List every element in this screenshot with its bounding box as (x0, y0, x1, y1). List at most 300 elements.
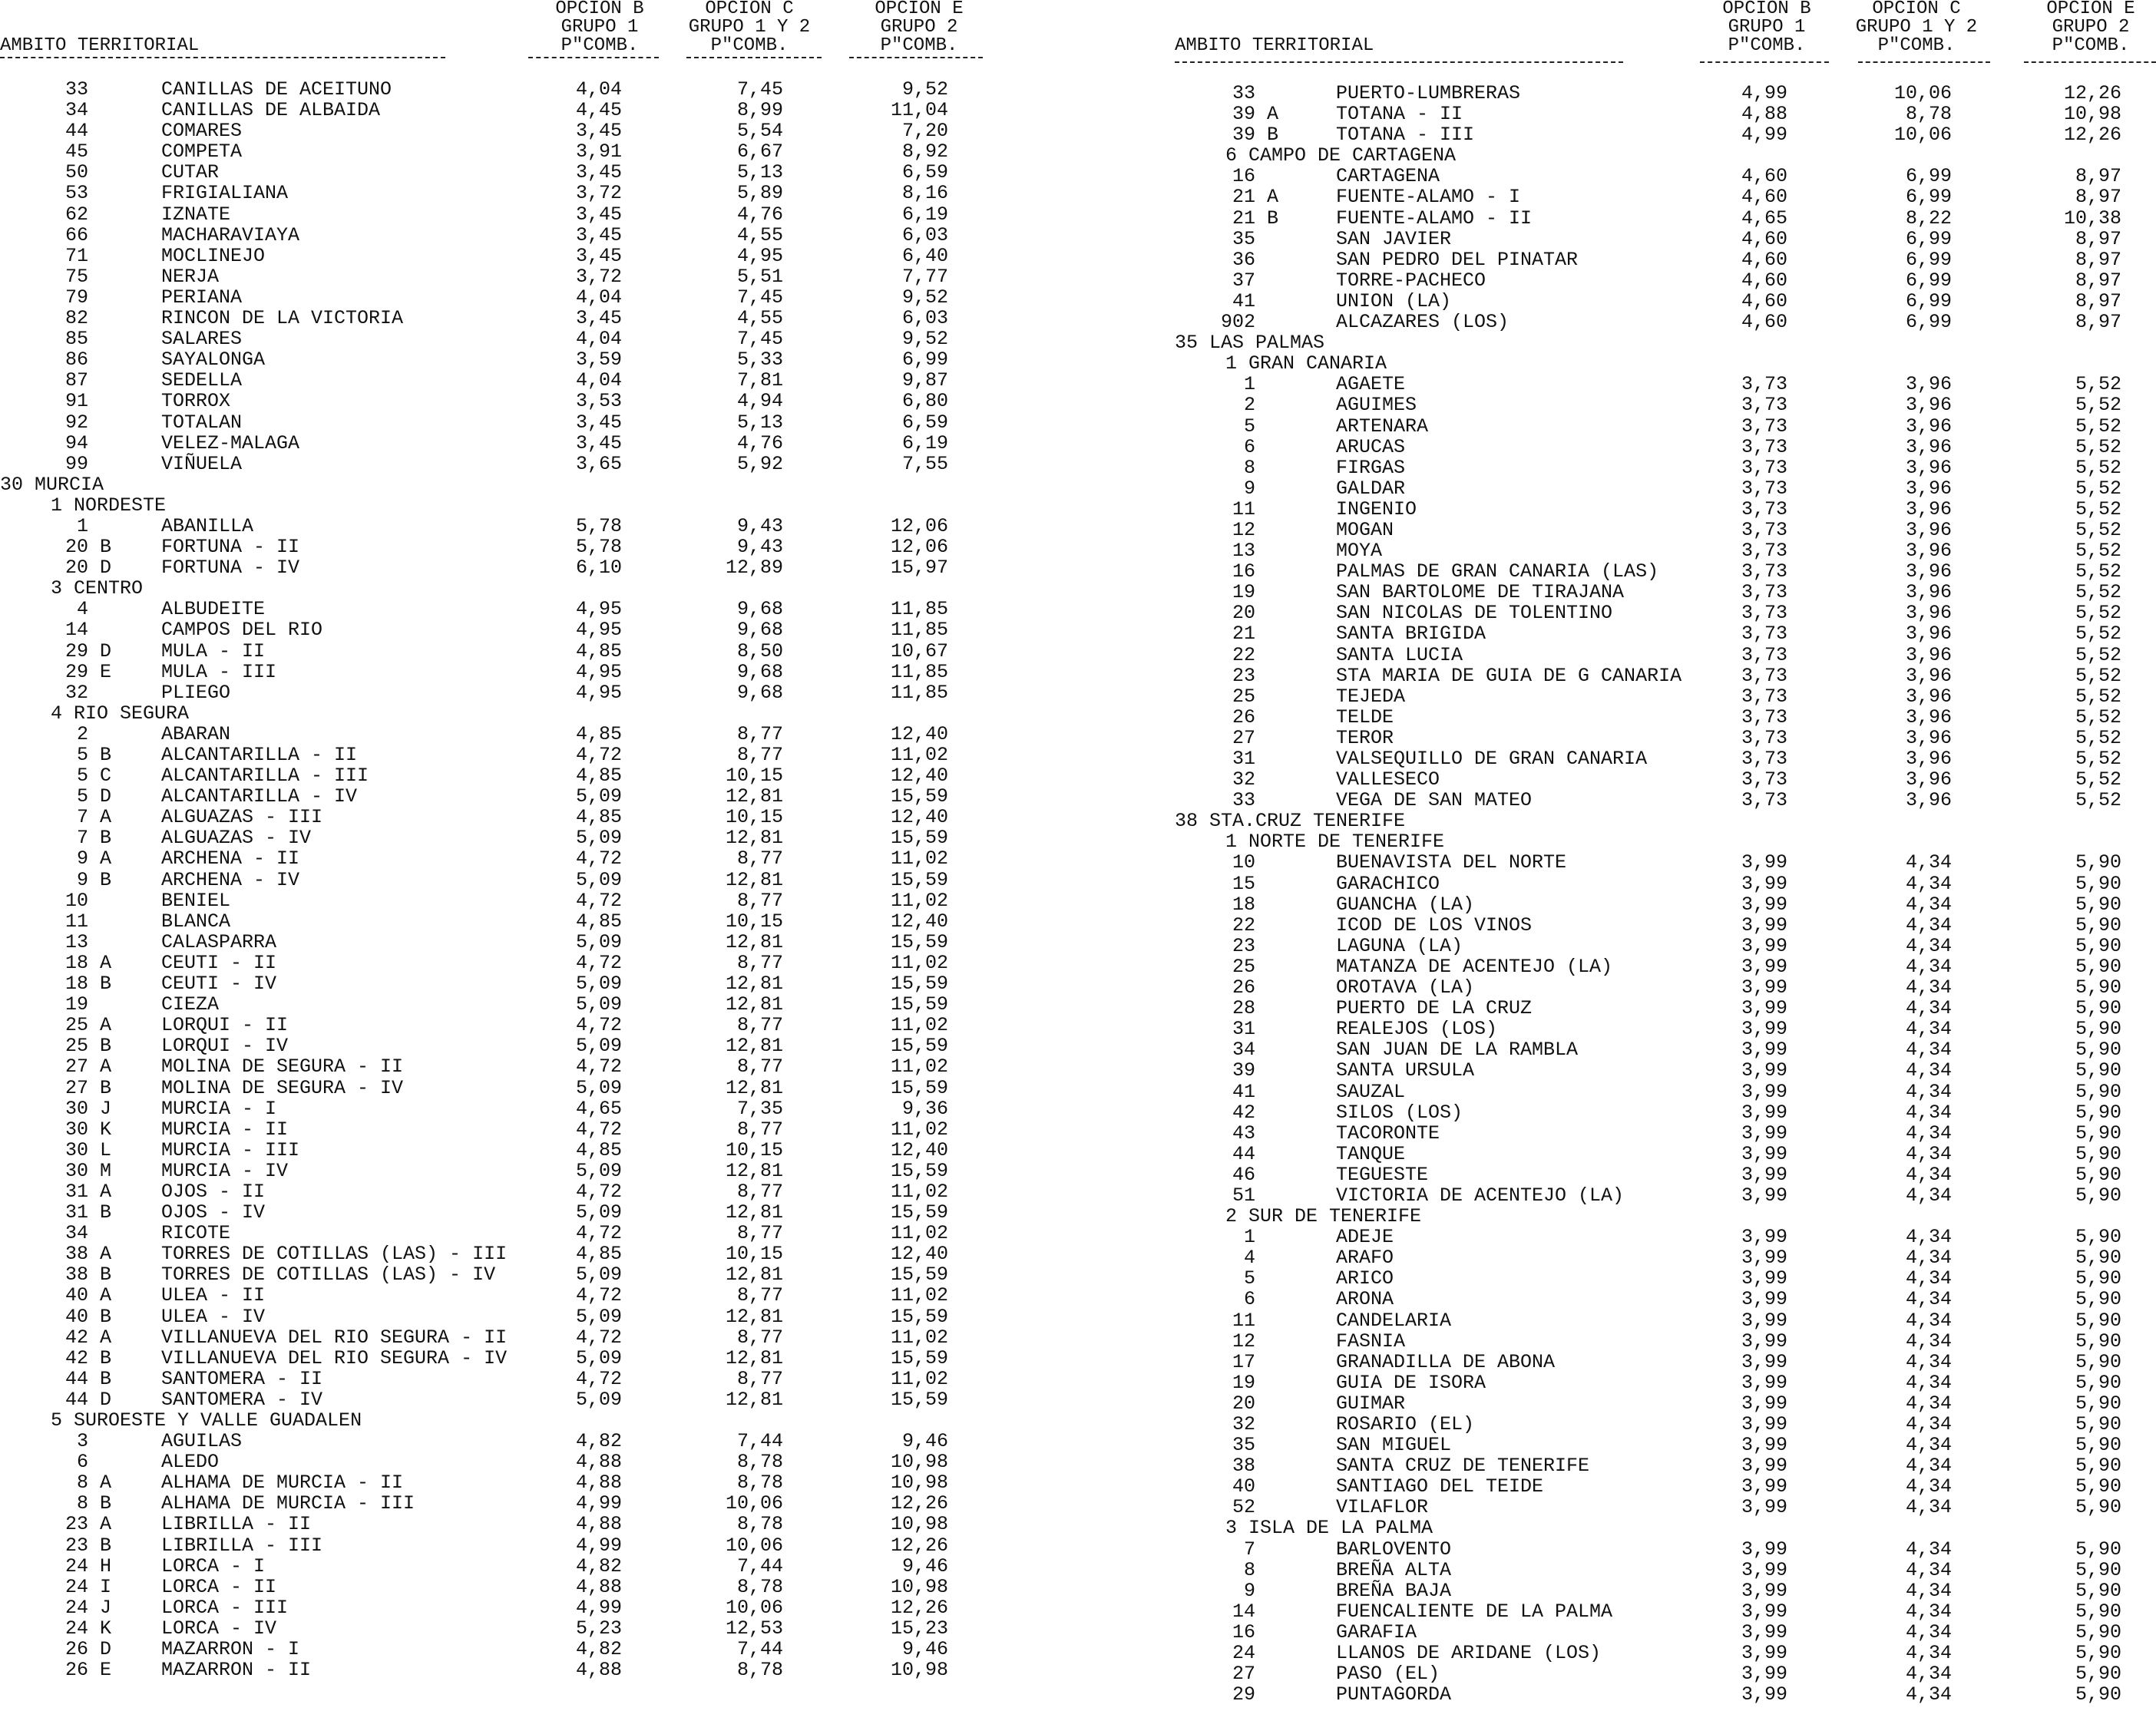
opcion-e-value: 11,02 (890, 951, 948, 974)
table-row (0, 870, 990, 890)
table-row (0, 994, 990, 1015)
municipality-code: 21 A (1221, 186, 1279, 209)
right-column (1175, 0, 2156, 1706)
opcion-e-value: 5,52 (2075, 394, 2121, 417)
opcion-c-value: 4,34 (1905, 1392, 1952, 1415)
opcion-c-value: 4,34 (1905, 1121, 1952, 1145)
opcion-c-value: 8,77 (736, 744, 783, 766)
opcion-e-value: 5,90 (2075, 1663, 2121, 1686)
municipality-code: 79 (54, 286, 89, 309)
opcion-e-value: 6,19 (901, 431, 948, 454)
opcion-b-value: 4,88 (575, 1575, 622, 1598)
municipality-code: 27 (1221, 726, 1256, 749)
table-row (0, 745, 990, 765)
table-row (1175, 1060, 2156, 1081)
opcion-b-value: 4,72 (575, 1284, 622, 1307)
opcion-b-value: 4,85 (575, 639, 622, 662)
opcion-b-value: 3,73 (1741, 726, 1787, 749)
table-row (0, 1493, 990, 1514)
opcion-e-value: 11,85 (890, 619, 948, 642)
municipality-name: ARAFO (1336, 1247, 1394, 1270)
opcion-b-value: 4,60 (1741, 269, 1787, 292)
opcion-c-value: 4,76 (736, 203, 783, 226)
opcion-e-value: 5,52 (2075, 581, 2121, 604)
opcion-e-value: 5,90 (2075, 1371, 2121, 1394)
region-heading (1175, 145, 2156, 166)
opcion-e-value: 8,97 (2075, 269, 2121, 292)
opcion-e-value: 11,02 (890, 1284, 948, 1307)
opcion-e-value: 6,80 (901, 390, 948, 413)
municipality-name: BLANCA (161, 910, 231, 933)
municipality-name: VICTORIA DE ACENTEJO (LA) (1336, 1184, 1625, 1207)
opcion-c-value: 4,34 (1905, 1039, 1952, 1062)
municipality-code: 5 D (54, 785, 112, 808)
opcion-e-value: 12,26 (890, 1492, 948, 1515)
opcion-e-value: 8,97 (2075, 248, 2121, 271)
municipality-name: AGAETE (1336, 373, 1406, 396)
municipality-name: MULA - III (161, 660, 277, 683)
opcion-c-value: 9,43 (736, 536, 783, 559)
municipality-code: 9 (1221, 1579, 1256, 1602)
opcion-e-value: 5,90 (2075, 1350, 2121, 1373)
opcion-c-value: 10,15 (725, 1138, 783, 1161)
opcion-e-value: 12,26 (2063, 124, 2121, 147)
table-row (1175, 291, 2156, 312)
opcion-c-value: 10,15 (725, 910, 783, 933)
opcion-e-value: 11,02 (890, 744, 948, 766)
opcion-c-value: 4,34 (1905, 1018, 1952, 1041)
opcion-c-value: 4,34 (1905, 1309, 1952, 1332)
municipality-code: 14 (1221, 1600, 1256, 1623)
opcion-b-value: 3,91 (575, 140, 622, 164)
municipality-code: 16 (1221, 165, 1256, 188)
municipality-code: 71 (54, 244, 89, 267)
opcion-e-value: 12,40 (890, 1138, 948, 1161)
opcion-c-value: 5,89 (736, 182, 783, 205)
opcion-c-value: 4,34 (1905, 1080, 1952, 1103)
opcion-e-value: 5,90 (2075, 1620, 2121, 1643)
table-row (0, 246, 990, 266)
municipality-name: ALBUDEITE (161, 598, 266, 621)
opcion-e-value: 9,46 (901, 1554, 948, 1577)
opcion-c-value: 12,81 (725, 1305, 783, 1328)
opcion-e-value: 8,16 (901, 182, 948, 205)
opcion-e-value: 5,90 (2075, 851, 2121, 874)
table-row (1175, 374, 2156, 395)
opcion-e-value: 15,59 (890, 1035, 948, 1058)
region-heading (1175, 1206, 2156, 1227)
municipality-code: 7 B (54, 827, 112, 850)
opcion-c-value: 6,99 (1905, 311, 1952, 334)
municipality-code: 33 (1221, 82, 1256, 104)
opcion-e-value: 5,90 (2075, 1455, 2121, 1478)
header-rule (1175, 61, 1623, 63)
municipality-name: GARAFIA (1336, 1620, 1417, 1643)
opcion-c-value: 8,50 (736, 639, 783, 662)
opcion-c-value: 4,34 (1905, 1059, 1952, 1082)
municipality-name: FORTUNA - II (161, 536, 300, 559)
table-row (1175, 728, 2156, 748)
opcion-e-value: 6,59 (901, 161, 948, 184)
municipality-name: CEUTI - II (161, 951, 277, 974)
table-row (1175, 395, 2156, 415)
opcion-b-value: 5,09 (575, 973, 622, 996)
municipality-name: MOGAN (1336, 518, 1394, 541)
opcion-e-value: 5,90 (2075, 1018, 2121, 1041)
table-row (0, 1514, 990, 1534)
municipality-code: 1 (1221, 1226, 1256, 1249)
opcion-e-value: 5,52 (2075, 560, 2121, 583)
opcion-e-value: 5,90 (2075, 1642, 2121, 1665)
province-name: 30 MURCIA (0, 473, 104, 496)
municipality-name: FUENTE-ALAMO - I (1336, 186, 1521, 209)
opcion-b-value: 3,99 (1741, 1579, 1787, 1602)
table-row (0, 911, 990, 932)
opcion-c-value: 3,96 (1905, 415, 1952, 438)
opcion-e-value: 15,59 (890, 1346, 948, 1369)
opcion-e-value: 12,26 (890, 1596, 948, 1619)
opcion-c-value: 4,34 (1905, 1142, 1952, 1165)
opcion-e-value: 8,92 (901, 140, 948, 164)
table-row (1175, 1123, 2156, 1144)
opcion-b-value: 4,72 (575, 847, 622, 870)
opcion-e-unit: P"COMB. (2052, 35, 2130, 56)
municipality-code: 42 (1221, 1101, 1256, 1124)
municipality-code: 10 (1221, 851, 1256, 874)
municipality-name: MATANZA DE ACENTEJO (LA) (1336, 955, 1613, 978)
opcion-b-value: 3,99 (1741, 1413, 1787, 1435)
opcion-c-value: 10,06 (725, 1596, 783, 1619)
table-row (1175, 208, 2156, 229)
table-row (0, 1285, 990, 1306)
table-row (0, 1181, 990, 1202)
table-row (1175, 1435, 2156, 1455)
table-row (0, 287, 990, 308)
table-row (1175, 915, 2156, 936)
opcion-b-value: 3,99 (1741, 934, 1787, 957)
municipality-code: 34 (54, 1222, 89, 1245)
opcion-b-value: 3,45 (575, 223, 622, 246)
opcion-e-value: 5,52 (2075, 435, 2121, 458)
opcion-e-value: 12,26 (890, 1534, 948, 1557)
opcion-c-value: 3,96 (1905, 602, 1952, 625)
municipality-name: AGUIMES (1336, 394, 1417, 417)
municipality-code: 91 (54, 390, 89, 413)
opcion-c-value: 3,96 (1905, 623, 1952, 646)
table-row (1175, 1372, 2156, 1393)
municipality-code: 35 (1221, 227, 1256, 250)
table-header (0, 0, 990, 63)
opcion-b-value: 4,82 (575, 1430, 622, 1453)
opcion-b-value: 4,72 (575, 951, 622, 974)
table-row (0, 932, 990, 953)
municipality-code: 25 (1221, 685, 1256, 708)
municipality-code: 5 (1221, 1267, 1256, 1290)
opcion-c-value: 4,34 (1905, 1663, 1952, 1686)
municipality-code: 99 (54, 452, 89, 475)
opcion-e-value: 5,90 (2075, 1039, 2121, 1062)
table-row (0, 266, 990, 287)
municipality-code: 16 (1221, 1620, 1256, 1643)
municipality-code: 66 (54, 223, 89, 246)
table-row (0, 433, 990, 454)
municipality-name: VILLANUEVA DEL RIO SEGURA - IV (161, 1346, 508, 1369)
municipality-name: MOLINA DE SEGURA - II (161, 1055, 404, 1078)
table-row (1175, 1643, 2156, 1663)
municipality-name: ARTENARA (1336, 415, 1429, 438)
opcion-e-value: 5,90 (2075, 1600, 2121, 1623)
table-row (0, 141, 990, 162)
opcion-c-value: 10,15 (725, 765, 783, 788)
municipality-code: 6 (1221, 435, 1256, 458)
municipality-code: 31 (1221, 1018, 1256, 1041)
opcion-c-value: 4,34 (1905, 1371, 1952, 1394)
opcion-c-value: 4,34 (1905, 1475, 1952, 1498)
table-row (0, 1098, 990, 1119)
region-name: 1 NORDESTE (51, 494, 167, 517)
table-row (1175, 520, 2156, 540)
opcion-e-value: 5,90 (2075, 893, 2121, 916)
table-row (0, 537, 990, 557)
municipality-name: VILLANUEVA DEL RIO SEGURA - II (161, 1326, 508, 1349)
opcion-c-value: 4,34 (1905, 872, 1952, 895)
opcion-c-value: 3,96 (1905, 497, 1952, 520)
table-row (1175, 1185, 2156, 1206)
header-rule (1858, 61, 1990, 63)
table-row (1175, 1289, 2156, 1310)
municipality-name: TEROR (1336, 726, 1394, 749)
municipality-code: 19 (54, 993, 89, 1016)
opcion-b-value: 5,23 (575, 1617, 622, 1640)
opcion-e-value: 11,85 (890, 681, 948, 704)
municipality-code: 28 (1221, 997, 1256, 1020)
table-row (1175, 1164, 2156, 1185)
opcion-b-value: 3,99 (1741, 1080, 1787, 1103)
opcion-b-value: 4,99 (1741, 124, 1787, 147)
opcion-e-value: 15,59 (890, 1388, 948, 1411)
opcion-e-title: OPCION E (2046, 0, 2135, 19)
opcion-c-value: 4,34 (1905, 1413, 1952, 1435)
table-row (0, 557, 990, 578)
opcion-e-value: 7,77 (901, 265, 948, 288)
municipality-code: 27 (1221, 1663, 1256, 1686)
municipality-code: 2 (54, 722, 89, 745)
opcion-b-unit: P"COMB. (1728, 35, 1806, 56)
opcion-e-value: 12,40 (890, 722, 948, 745)
municipality-name: ALCANTARILLA - II (161, 744, 358, 766)
municipality-name: MOCLINEJO (161, 244, 266, 267)
opcion-c-value: 7,45 (736, 286, 783, 309)
opcion-b-value: 3,99 (1741, 851, 1787, 874)
municipality-code: 37 (1221, 269, 1256, 292)
opcion-e-value: 5,52 (2075, 415, 2121, 438)
opcion-c-value: 12,81 (725, 1035, 783, 1058)
table-row (1175, 1560, 2156, 1581)
municipality-name: PLIEGO (161, 681, 231, 704)
municipality-name: CANILLAS DE ACEITUNO (161, 78, 392, 101)
opcion-e-value: 10,67 (890, 639, 948, 662)
opcion-b-title: OPCION B (1722, 0, 1811, 19)
opcion-b-title: OPCION B (555, 0, 644, 19)
table-row (0, 1369, 990, 1389)
table-row (1175, 124, 2156, 145)
municipality-code: 26 (1221, 976, 1256, 999)
opcion-c-value: 4,34 (1905, 976, 1952, 999)
opcion-e-value: 5,90 (2075, 1413, 2121, 1435)
municipality-code: 31 (1221, 748, 1256, 770)
municipality-name: FORTUNA - IV (161, 557, 300, 580)
opcion-e-value: 5,90 (2075, 1101, 2121, 1124)
opcion-e-value: 15,59 (890, 868, 948, 891)
opcion-b-value: 4,04 (575, 286, 622, 309)
opcion-c-value: 10,06 (725, 1534, 783, 1557)
opcion-b-value: 4,04 (575, 369, 622, 392)
table-row (1175, 666, 2156, 686)
opcion-c-value: 8,77 (736, 951, 783, 974)
municipality-name: RICOTE (161, 1222, 231, 1245)
municipality-code: 9 (1221, 477, 1256, 500)
table-row (0, 786, 990, 807)
municipality-name: INGENIO (1336, 497, 1417, 520)
municipality-name: SANTA LUCIA (1336, 643, 1463, 666)
opcion-b-value: 3,65 (575, 452, 622, 475)
table-row (1175, 1227, 2156, 1247)
opcion-b-value: 3,73 (1741, 456, 1787, 479)
opcion-e-value: 5,90 (2075, 1579, 2121, 1602)
municipality-code: 7 A (54, 806, 112, 829)
opcion-e-value: 10,98 (890, 1451, 948, 1474)
opcion-b-value: 4,85 (575, 1243, 622, 1266)
municipality-name: ALCANTARILLA - III (161, 765, 369, 788)
table-row (0, 79, 990, 100)
municipality-name: CANILLAS DE ALBAIDA (161, 99, 381, 122)
table-row (0, 1244, 990, 1264)
opcion-e-value: 5,52 (2075, 726, 2121, 749)
municipality-code: 30 K (54, 1118, 112, 1141)
municipality-name: MULA - II (161, 639, 266, 662)
opcion-c-value: 4,34 (1905, 893, 1952, 916)
opcion-c-value: 3,96 (1905, 664, 1952, 687)
municipality-name: TORROX (161, 390, 231, 413)
opcion-b-group: GRUPO 1 (560, 17, 639, 38)
opcion-e-group: GRUPO 2 (2052, 17, 2130, 38)
municipality-name: SANTA BRIGIDA (1336, 623, 1486, 646)
municipality-code: 92 (54, 411, 89, 434)
municipality-code: 23 A (54, 1513, 112, 1536)
opcion-c-value: 8,78 (736, 1513, 783, 1536)
opcion-b-value: 4,65 (1741, 206, 1787, 230)
opcion-c-value: 8,77 (736, 1014, 783, 1037)
opcion-c-value: 4,55 (736, 307, 783, 330)
opcion-b-value: 3,99 (1741, 1663, 1787, 1686)
municipality-name: ALCAZARES (LOS) (1336, 311, 1510, 334)
municipality-code: 12 (1221, 518, 1256, 541)
municipality-code: 13 (54, 930, 89, 953)
opcion-e-value: 11,02 (890, 1367, 948, 1390)
opcion-b-value: 3,99 (1741, 1018, 1787, 1041)
opcion-b-value: 3,73 (1741, 581, 1787, 604)
opcion-b-value: 3,99 (1741, 1475, 1787, 1498)
municipality-name: LORCA - III (161, 1596, 289, 1619)
municipality-code: 4 (54, 598, 89, 621)
municipality-name: ARONA (1336, 1288, 1394, 1311)
opcion-e-value: 5,90 (2075, 1496, 2121, 1519)
opcion-b-value: 3,73 (1741, 560, 1787, 583)
opcion-c-value: 8,78 (736, 1451, 783, 1474)
municipality-name: TANQUE (1336, 1142, 1406, 1165)
opcion-e-value: 15,59 (890, 1263, 948, 1287)
table-row (1175, 1684, 2156, 1705)
opcion-e-value: 15,59 (890, 930, 948, 953)
header-rule (686, 57, 822, 58)
opcion-b-value: 4,99 (575, 1596, 622, 1619)
municipality-code: 24 I (54, 1575, 112, 1598)
municipality-name: IZNATE (161, 203, 231, 226)
table-row (1175, 623, 2156, 644)
opcion-b-value: 4,04 (575, 328, 622, 351)
opcion-e-value: 12,40 (890, 765, 948, 788)
opcion-c-value: 8,78 (736, 1659, 783, 1682)
municipality-code: 18 A (54, 951, 112, 974)
opcion-b-value: 4,88 (575, 1451, 622, 1474)
opcion-e-value: 5,90 (2075, 1288, 2121, 1311)
table-row (0, 1639, 990, 1660)
opcion-c-value: 4,34 (1905, 1579, 1952, 1602)
opcion-b-value: 4,85 (575, 806, 622, 829)
municipality-code: 5 B (54, 744, 112, 766)
municipality-name: CUTAR (161, 161, 220, 184)
table-row (1175, 936, 2156, 956)
region-heading (1175, 1518, 2156, 1538)
opcion-e-value: 5,90 (2075, 1329, 2121, 1353)
municipality-name: TELDE (1336, 705, 1394, 728)
municipality-code: 25 B (54, 1035, 112, 1058)
opcion-e-value: 5,90 (2075, 1184, 2121, 1207)
opcion-c-value: 3,96 (1905, 643, 1952, 666)
municipality-name: BENIEL (161, 889, 231, 912)
opcion-b-value: 4,72 (575, 1118, 622, 1141)
opcion-b-value: 4,82 (575, 1554, 622, 1577)
opcion-c-value: 3,96 (1905, 394, 1952, 417)
municipality-code: 29 D (54, 639, 112, 662)
opcion-b-value: 3,99 (1741, 997, 1787, 1020)
municipality-code: 1 (1221, 373, 1256, 396)
opcion-b-value: 3,73 (1741, 602, 1787, 625)
municipality-name: CIEZA (161, 993, 220, 1016)
region-heading (0, 703, 990, 724)
municipality-code: 38 A (54, 1243, 112, 1266)
municipality-code: 62 (54, 203, 89, 226)
opcion-e-value: 9,46 (901, 1638, 948, 1661)
table-row (1175, 1247, 2156, 1268)
municipality-code: 53 (54, 182, 89, 205)
table-row (1175, 582, 2156, 603)
opcion-b-value: 4,60 (1741, 165, 1787, 188)
table-row (1175, 1414, 2156, 1435)
municipality-code: 17 (1221, 1350, 1256, 1373)
opcion-e-value: 12,26 (2063, 82, 2121, 104)
opcion-e-value: 6,19 (901, 203, 948, 226)
municipality-code: 86 (54, 348, 89, 372)
municipality-name: ABARAN (161, 722, 231, 745)
municipality-code: 45 (54, 140, 89, 164)
opcion-b-value: 3,99 (1741, 1267, 1787, 1290)
municipality-name: OJOS - IV (161, 1201, 266, 1224)
opcion-c-value: 7,81 (736, 369, 783, 392)
opcion-b-value: 3,99 (1741, 1059, 1787, 1082)
opcion-b-value: 4,60 (1741, 311, 1787, 334)
table-row (0, 619, 990, 640)
